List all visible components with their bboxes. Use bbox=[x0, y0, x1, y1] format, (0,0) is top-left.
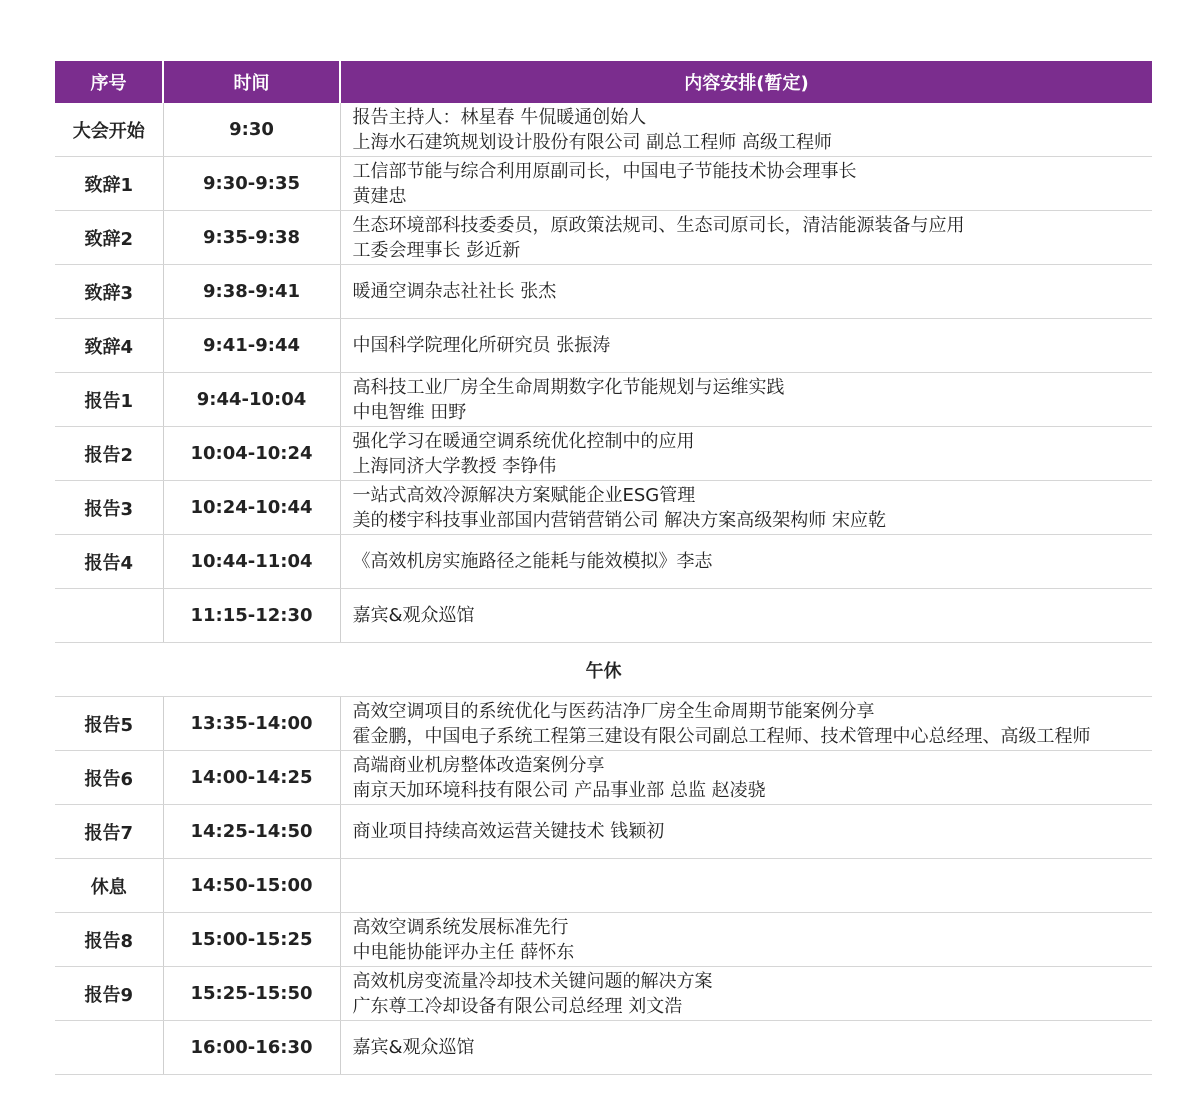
session-time: 10:24-10:44 bbox=[163, 481, 340, 535]
agenda-row bbox=[55, 319, 1152, 373]
noon-break-label: 午休 bbox=[55, 643, 1152, 697]
agenda-row bbox=[55, 373, 1152, 427]
session-content bbox=[340, 913, 1152, 967]
session-time: 9:41-9:44 bbox=[163, 319, 340, 373]
content-line: 中国科学院理化所研究员 张振涛 bbox=[352, 335, 611, 356]
session-label: 报告4 bbox=[55, 535, 163, 589]
session-content bbox=[340, 319, 1152, 373]
session-content bbox=[340, 103, 1152, 157]
session-label: 报告7 bbox=[55, 805, 163, 859]
session-time: 14:25-14:50 bbox=[163, 805, 340, 859]
agenda-row bbox=[55, 265, 1152, 319]
session-content bbox=[340, 1021, 1152, 1075]
session-time: 14:50-15:00 bbox=[163, 859, 340, 913]
session-time: 15:00-15:25 bbox=[163, 913, 340, 967]
session-time: 9:30-9:35 bbox=[163, 157, 340, 211]
session-content bbox=[340, 751, 1152, 805]
session-content bbox=[340, 157, 1152, 211]
session-time: 9:38-9:41 bbox=[163, 265, 340, 319]
header-content: 内容安排(暂定) bbox=[340, 61, 1152, 103]
content-line: 一站式高效冷源解决方案赋能企业ESG管理 bbox=[352, 484, 696, 506]
session-time: 11:15-12:30 bbox=[163, 589, 340, 643]
session-content bbox=[340, 589, 1152, 643]
session-content bbox=[340, 373, 1152, 427]
session-label: 报告2 bbox=[55, 427, 163, 481]
noon-break-row bbox=[55, 643, 1152, 697]
session-label bbox=[55, 589, 163, 643]
session-time: 10:44-11:04 bbox=[163, 535, 340, 589]
agenda-row bbox=[55, 805, 1152, 859]
content-line: 嘉宾&观众巡馆 bbox=[352, 605, 475, 626]
content-line: 暖通空调杂志社社长 张杰 bbox=[352, 281, 557, 302]
content-line: 高效空调项目的系统优化与医药洁净厂房全生命周期节能案例分享 bbox=[352, 700, 875, 722]
session-time: 15:25-15:50 bbox=[163, 967, 340, 1021]
agenda-row bbox=[55, 589, 1152, 643]
session-label: 致辞2 bbox=[55, 211, 163, 265]
session-label: 休息 bbox=[55, 859, 163, 913]
session-content bbox=[340, 481, 1152, 535]
agenda-row bbox=[55, 913, 1152, 967]
session-label: 报告6 bbox=[55, 751, 163, 805]
session-label: 致辞3 bbox=[55, 265, 163, 319]
content-line: 中电智维 田野 bbox=[352, 401, 467, 423]
content-line: 强化学习在暖通空调系统优化控制中的应用 bbox=[352, 430, 695, 452]
session-time: 16:00-16:30 bbox=[163, 1021, 340, 1075]
content-line: 广东尊工冷却设备有限公司总经理 刘文浩 bbox=[352, 995, 683, 1017]
content-line: 高效空调系统发展标准先行 bbox=[352, 916, 569, 938]
session-content bbox=[340, 535, 1152, 589]
session-time: 14:00-14:25 bbox=[163, 751, 340, 805]
content-line: 生态环境部科技委委员，原政策法规司、生态司原司长，清洁能源装备与应用 bbox=[352, 214, 965, 236]
agenda-row bbox=[55, 481, 1152, 535]
content-line: 南京天加环境科技有限公司 产品事业部 总监 赵凌骁 bbox=[352, 779, 766, 801]
header-index: 序号 bbox=[55, 61, 163, 103]
content-line: 报告主持人：林星春 牛侃暖通创始人 bbox=[352, 106, 647, 128]
header-row bbox=[55, 61, 1152, 103]
session-content bbox=[340, 265, 1152, 319]
content-line: 中电能协能评办主任 薛怀东 bbox=[352, 941, 575, 963]
content-line: 高端商业机房整体改造案例分享 bbox=[352, 754, 605, 776]
content-line: 黄建忠 bbox=[352, 185, 407, 207]
session-label: 报告9 bbox=[55, 967, 163, 1021]
session-time: 13:35-14:00 bbox=[163, 697, 340, 751]
session-content bbox=[340, 211, 1152, 265]
agenda-row bbox=[55, 427, 1152, 481]
agenda-row bbox=[55, 751, 1152, 805]
session-label: 报告8 bbox=[55, 913, 163, 967]
content-line: 上海同济大学教授 李铮伟 bbox=[352, 455, 557, 477]
content-line: 《高效机房实施路径之能耗与能效模拟》李志 bbox=[352, 551, 713, 572]
session-label: 致辞4 bbox=[55, 319, 163, 373]
session-content bbox=[340, 967, 1152, 1021]
session-label bbox=[55, 1021, 163, 1075]
content-line: 商业项目持续高效运营关键技术 钱颖初 bbox=[352, 821, 665, 842]
agenda-row bbox=[55, 103, 1152, 157]
session-time: 9:30 bbox=[163, 103, 340, 157]
agenda-row bbox=[55, 1021, 1152, 1075]
session-time: 9:35-9:38 bbox=[163, 211, 340, 265]
agenda-table bbox=[55, 61, 1152, 1075]
session-content bbox=[340, 805, 1152, 859]
content-line: 美的楼宇科技事业部国内营销营销公司 解决方案高级架构师 宋应乾 bbox=[352, 509, 886, 531]
session-label: 报告1 bbox=[55, 373, 163, 427]
agenda-row bbox=[55, 535, 1152, 589]
agenda-row bbox=[55, 211, 1152, 265]
session-label: 报告5 bbox=[55, 697, 163, 751]
content-line: 上海水石建筑规划设计股份有限公司 副总工程师 高级工程师 bbox=[352, 131, 832, 153]
session-content bbox=[340, 859, 1152, 913]
agenda-row bbox=[55, 697, 1152, 751]
session-label: 致辞1 bbox=[55, 157, 163, 211]
session-content bbox=[340, 427, 1152, 481]
content-line: 工信部节能与综合利用原副司长，中国电子节能技术协会理事长 bbox=[352, 160, 857, 182]
session-time: 9:44-10:04 bbox=[163, 373, 340, 427]
session-label: 大会开始 bbox=[55, 103, 163, 157]
session-content bbox=[340, 697, 1152, 751]
agenda-body bbox=[55, 103, 1152, 1075]
content-line: 高效机房变流量冷却技术关键问题的解决方案 bbox=[352, 970, 713, 992]
agenda-row bbox=[55, 967, 1152, 1021]
session-label: 报告3 bbox=[55, 481, 163, 535]
content-line: 嘉宾&观众巡馆 bbox=[352, 1037, 475, 1058]
session-time: 10:04-10:24 bbox=[163, 427, 340, 481]
content-line: 霍金鹏，中国电子系统工程第三建设有限公司副总工程师、技术管理中心总经理、高级工程师 bbox=[352, 725, 1091, 747]
agenda-row bbox=[55, 157, 1152, 211]
header-time: 时间 bbox=[163, 61, 340, 103]
agenda-row bbox=[55, 859, 1152, 913]
content-line: 工委会理事长 彭近新 bbox=[352, 239, 521, 261]
content-line: 高科技工业厂房全生命周期数字化节能规划与运维实践 bbox=[352, 376, 785, 398]
